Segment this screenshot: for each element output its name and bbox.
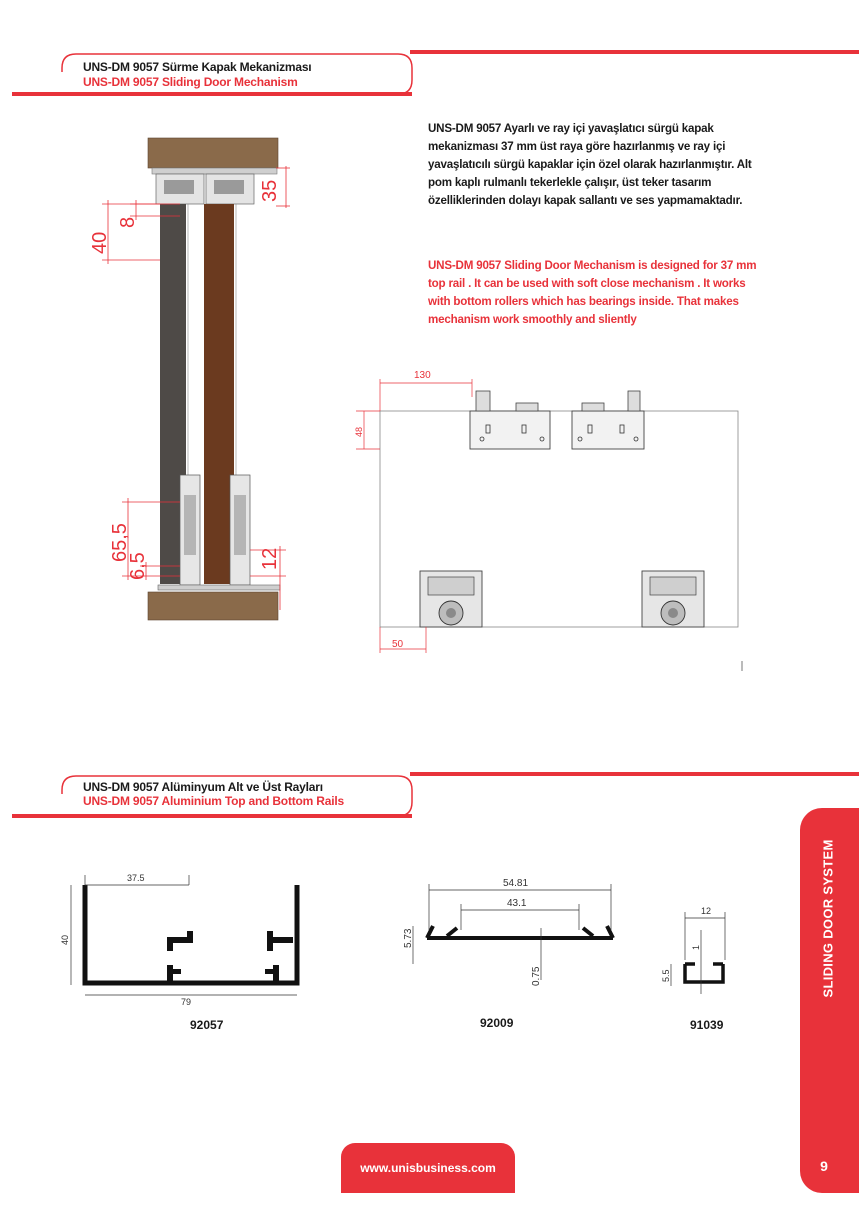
side-tab-label: SLIDING DOOR SYSTEM: [820, 839, 836, 998]
door-panel-wood: [204, 204, 234, 584]
dim-1: 1: [691, 944, 701, 950]
section-title-en: UNS-DM 9057 Sliding Door Mechanism: [83, 75, 298, 89]
dim-50: 50: [392, 639, 404, 650]
dim-79: 79: [181, 997, 192, 1007]
profile-code-92009: 92009: [480, 1016, 514, 1030]
profile-91039-drawing: [655, 900, 745, 1000]
description-tr: UNS-DM 9057 Ayarlı ve ray içi yavaşlatıcı sürgü kapak mekanizması 37 mm üst raya göre hazırlanmış ve ray içi yavaşlatıcılı sürgü kapaklar için özel olarak hazırlanmıştır. Alt pom kaplı rulmanlı tekerlekle çalışır, üst teker tasarım özelliklerinden dolayı kapak sallantı ve ses yapmamaktadır.: [428, 122, 752, 207]
profile-92057-drawing: [55, 865, 315, 1015]
dim-65-5: 65,5: [109, 523, 131, 562]
dim-130: 130: [414, 370, 431, 381]
dim-5-73: 5.73: [403, 928, 414, 948]
cross-section-drawing: [80, 130, 310, 640]
dim-12: 12: [259, 547, 281, 570]
section-title-en: UNS-DM 9057 Aluminium Top and Bottom Rails: [83, 794, 344, 808]
dim-37-5: 37.5: [127, 873, 145, 883]
dim-5-5: 5.5: [661, 969, 671, 982]
front-view-drawing: [350, 365, 760, 685]
dim-0-75: 0.75: [531, 966, 542, 986]
dim-48: 48: [354, 426, 364, 437]
dim-54-81: 54.81: [503, 878, 529, 889]
dim-43-1: 43.1: [507, 898, 527, 909]
top-bracket-left: [470, 411, 550, 449]
profile-92009-drawing: [385, 870, 625, 1000]
dim-35: 35: [259, 179, 281, 202]
page-number: 9: [820, 1158, 828, 1174]
dim-6-5: 6,5: [127, 552, 149, 580]
profile-code-91039: 91039: [690, 1018, 724, 1032]
top-wood-panel: [148, 138, 278, 168]
dim-8: 8: [117, 216, 139, 228]
section-title-tr: UNS-DM 9057 Sürme Kapak Mekanizması: [83, 60, 312, 74]
bottom-roller-right-front: [642, 571, 704, 627]
dim-40-profile: 40: [60, 934, 70, 945]
bottom-roller-left-front: [420, 571, 482, 627]
section-header-mechanism: [0, 50, 859, 96]
bottom-wood-panel: [148, 592, 278, 620]
top-bracket-right: [572, 411, 644, 449]
dim-12-profile: 12: [701, 906, 712, 916]
dim-40: 40: [89, 231, 111, 254]
footer-url-link[interactable]: www.unisbusiness.com: [360, 1161, 496, 1175]
section-header-rails: [0, 772, 859, 818]
profile-code-92057: 92057: [190, 1018, 224, 1032]
section-title-tr: UNS-DM 9057 Alüminyum Alt ve Üst Rayları: [83, 780, 323, 794]
description-en: UNS-DM 9057 Sliding Door Mechanism is designed for 37 mm top rail . It can be used with soft close mechanism . It works with bottom rollers which has bearings inside. That makes mechanism work smoothly and sliently: [428, 259, 757, 326]
